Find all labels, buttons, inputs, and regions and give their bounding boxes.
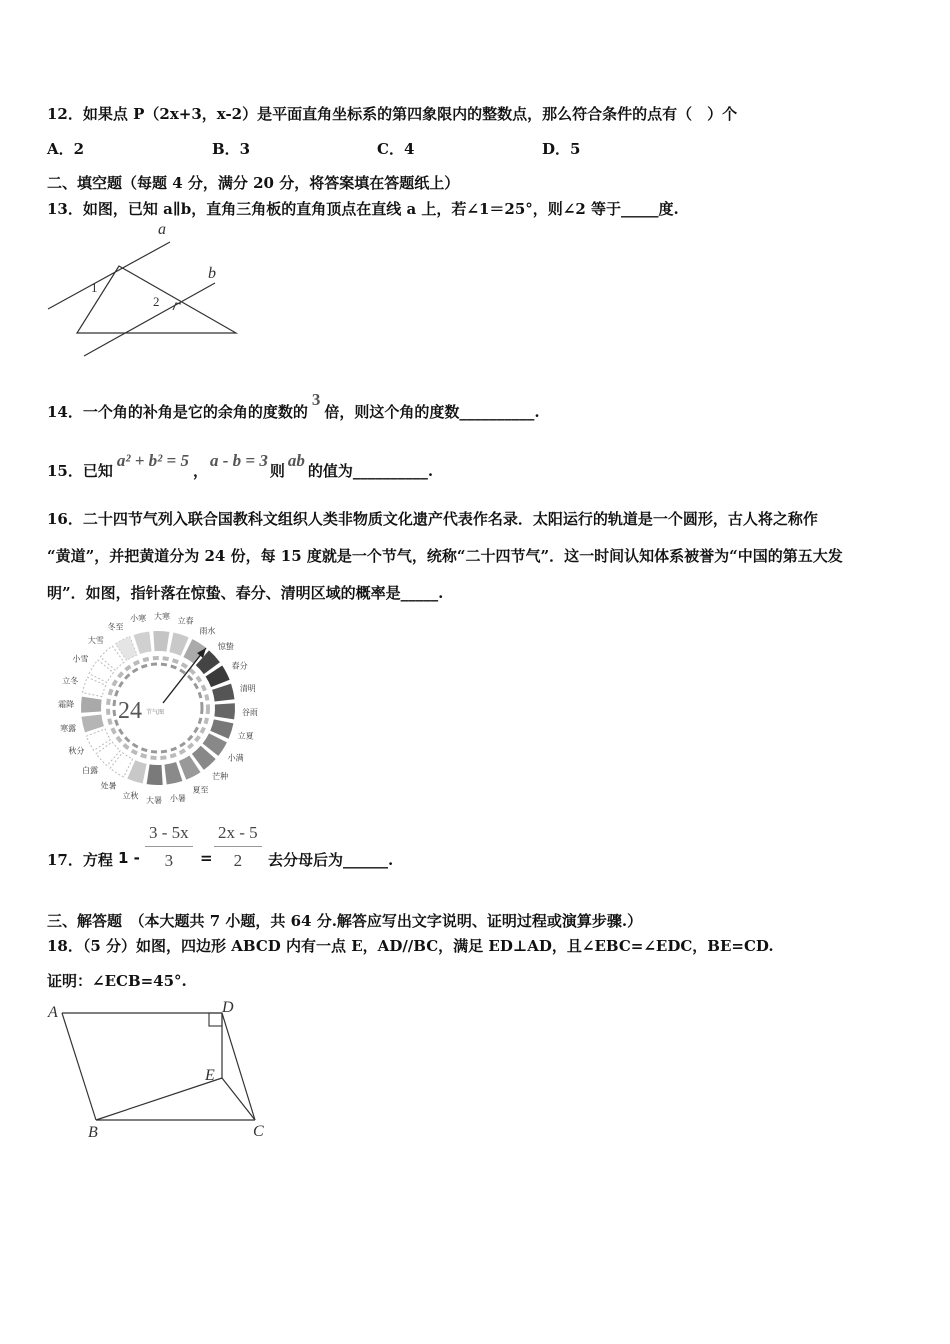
q16-line3: 明”．如图，指针落在惊蛰、春分、清明区域的概率是_____.	[47, 584, 444, 602]
q18-label-b: B	[88, 1124, 98, 1141]
wheel-segment-5	[214, 703, 235, 719]
wheel-term-label: 大寒	[154, 612, 171, 622]
q16-line1: 16．二十四节气列入联合国教科文组织人类非物质文化遗产代表作名录．太阳运行的轨道是一个圆形，古人将之称作	[47, 510, 818, 528]
q17-suffix: 去分母后为______.	[268, 851, 394, 869]
wheel-segment-16	[81, 714, 103, 732]
q18-label-a: A	[48, 1004, 58, 1021]
q17-num1: 3 - 5x	[145, 823, 193, 847]
wheel-term-label: 大暑	[145, 795, 162, 805]
q15-line	[47, 451, 434, 481]
q17-den1: 3	[164, 851, 174, 870]
wheel-center-label: 节气图	[146, 710, 165, 716]
q13-figure	[40, 220, 240, 365]
q15-expr: ab	[287, 451, 305, 470]
wheel-term-label: 春分	[231, 661, 248, 671]
q15-mid: 则	[269, 462, 285, 480]
q18-proof: 证明：∠ECB=45°.	[47, 972, 187, 990]
wheel-term-label: 清明	[239, 684, 256, 694]
section3-heading: 三、解答题 （本大题共 7 小题，共 64 分.解答应写出文字说明、证明过程或演算步骤.）	[47, 912, 643, 930]
q12-choice-a: A．2	[47, 140, 85, 158]
q14-prefix: 14．一个角的补角是它的余角的度数的	[47, 403, 308, 421]
q15-prefix: 15．已知	[47, 462, 113, 480]
solar-terms-wheel	[40, 608, 270, 813]
wheel-term-label: 小满	[227, 753, 244, 763]
q17-fraction-right	[214, 823, 262, 871]
q16-line2: “黄道”，并把黄道分为 24 份，每 15 度就是一个节气，统称“二十四节气”．这一时间认知体系被誉为“中国的第五大发	[47, 547, 843, 565]
q12-choice-d: D．5	[542, 140, 581, 158]
wheel-term-label: 大雪	[87, 636, 104, 646]
q14-factor: 3	[311, 390, 321, 409]
q13-text: 13．如图，已知 a∥b，直角三角板的直角顶点在直线 a 上，若∠1＝25°，则∠2 等于_____度.	[47, 200, 679, 218]
q17-one: 1 -	[118, 849, 140, 867]
q14-suffix: 倍，则这个角的度数__________.	[324, 403, 540, 421]
q15-eq2: a - b = 3	[209, 451, 268, 470]
wheel-segment-4	[212, 684, 234, 702]
wheel-term-label: 惊蛰	[217, 641, 234, 651]
q14-line	[47, 390, 540, 422]
wheel-segment-11	[147, 764, 163, 785]
wheel-center-number: 24	[118, 698, 142, 724]
wheel-term-label: 小寒	[130, 614, 147, 624]
wheel-term-label: 小暑	[169, 793, 186, 803]
q12-choice-c: C．4	[377, 140, 415, 158]
wheel-term-label: 寒露	[60, 723, 77, 733]
q13-label-b: b	[208, 265, 216, 282]
wheel-term-label: 立秋	[122, 791, 139, 801]
wheel-term-label: 立夏	[237, 731, 254, 741]
section2-heading: 二、填空题（每题 4 分，满分 20 分，将答案填在答题纸上）	[47, 174, 460, 192]
wheel-term-label: 立冬	[62, 676, 79, 686]
wheel-term-label: 谷雨	[241, 708, 258, 718]
q17-den2: 2	[233, 851, 243, 870]
wheel-term-label: 霜降	[58, 699, 75, 709]
q18-text: 18．（5 分）如图，四边形 ABCD 内有一点 E，AD//BC，满足 ED⊥AD，且∠EBC=∠EDC，BE=CD.	[47, 937, 774, 955]
q12-text: 12．如果点 P（2x+3，x-2）是平面直角坐标系的第四象限内的整数点，那么符合条件的点有（ ）个	[47, 105, 738, 123]
q17-fraction-left	[145, 823, 193, 871]
q17-num2: 2x - 5	[214, 823, 262, 847]
q13-label-a: a	[158, 221, 166, 238]
q17-prefix: 17．方程	[47, 851, 113, 869]
q13-label-1: 1	[91, 280, 98, 295]
q15-suffix: 的值为__________.	[307, 462, 434, 480]
q12-choice-b: B．3	[212, 140, 251, 158]
wheel-segment-23	[153, 631, 169, 652]
q18-label-c: C	[253, 1123, 264, 1140]
q13-label-2: 2	[153, 294, 160, 309]
wheel-term-label: 冬至	[107, 622, 124, 632]
wheel-term-label: 处暑	[100, 781, 117, 791]
wheel-segment-10	[164, 762, 182, 784]
q15-comma: ，	[192, 462, 208, 480]
wheel-term-label: 立春	[177, 616, 194, 626]
wheel-term-label: 芒种	[212, 771, 229, 781]
wheel-segment-17	[81, 697, 102, 713]
wheel-term-label: 白露	[82, 766, 99, 776]
wheel-term-label: 夏至	[192, 785, 209, 795]
wheel-term-label: 秋分	[68, 746, 85, 756]
wheel-term-label: 小雪	[72, 654, 89, 664]
q18-figure	[40, 998, 280, 1143]
q18-label-e: E	[205, 1067, 215, 1084]
q15-eq1: a² + b² = 5	[116, 451, 189, 470]
wheel-term-label: 雨水	[199, 626, 216, 636]
wheel-segment-22	[134, 631, 152, 653]
q17-equals: =	[200, 849, 213, 867]
q18-label-d: D	[222, 999, 234, 1016]
